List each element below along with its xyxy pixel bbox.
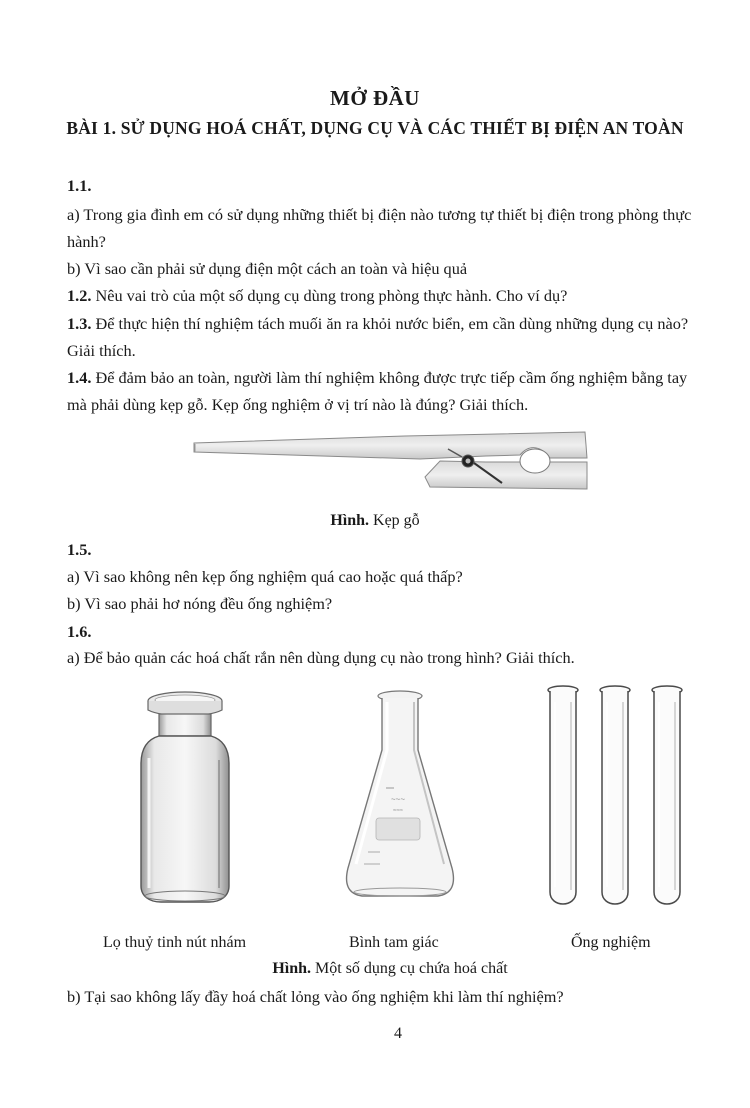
question-1-4-text-line1: Để đảm bảo an toàn, người làm thí nghiệm không được trực tiếp cầm ống nghiệm bằng tay [91,368,688,387]
svg-text:~~~: ~~~ [390,795,406,804]
question-1-6-b: b) Tại sao không lấy đầy hoá chất lỏng vào ống nghiệm khi làm thí nghiệm? [67,987,564,1006]
test-tubes-illustration [540,682,690,918]
question-number-1-5: 1.5. [67,540,92,559]
erlenmeyer-flask-illustration [340,688,460,910]
item-label-bottle: Lọ thuỷ tinh nút nhám [103,934,247,951]
question-1-3-text-line2: Giải thích. [67,341,136,360]
question-1-1-a-line1: a) Trong gia đình em có sử dụng những thiết bị điện nào tương tự thiết bị điện trong phòng thực [67,205,692,224]
figure-1-caption [0,512,750,530]
question-1-4-text-line2: mà phải dùng kẹp gỗ. Kẹp ống nghiệm ở vị trí nào là đúng? Giải thích. [67,395,529,414]
figure-1-caption-text: Kẹp gỗ [369,512,420,529]
figure-2-caption-label: Hình. [272,960,312,977]
wooden-clamp-illustration [190,425,590,497]
item-label-test-tubes: Ống nghiệm [571,934,651,951]
question-number-1-2: 1.2. [67,286,92,305]
question-number-1-1: 1.1. [67,176,92,195]
page-title: MỞ ĐẦU [330,86,420,110]
question-1-1-b: b) Vì sao cần phải sử dụng điện một cách an toàn và hiệu quả [67,259,468,278]
page-number: 4 [394,1025,402,1042]
question-1-4 [67,368,687,388]
question-1-3-text-line1: Để thực hiện thí nghiệm tách muối ăn ra khỏi nước biển, em cần dùng những dụng cụ nào? [91,314,689,333]
question-number-1-4: 1.4. [67,368,92,387]
lesson-title: BÀI 1. SỬ DỤNG HOÁ CHẤT, DỤNG CỤ VÀ CÁC THIẾT BỊ ĐIỆN AN TOÀN [66,118,684,138]
question-1-2 [67,286,567,306]
figure-2-caption [0,960,750,978]
item-label-flask: Bình tam giác [349,934,439,951]
figure-2-caption-text: Một số dụng cụ chứa hoá chất [311,960,508,977]
question-1-5-a: a) Vì sao không nên kẹp ống nghiệm quá cao hoặc quá thấp? [67,567,463,586]
question-1-2-text: Nêu vai trò của một số dụng cụ dùng trong phòng thực hành. Cho ví dụ? [91,286,568,305]
question-1-6-a: a) Để bảo quản các hoá chất rắn nên dùng dụng cụ nào trong hình? Giải thích. [67,648,575,667]
question-1-1-a-line2: hành? [67,232,106,251]
ground-glass-bottle-illustration [135,688,235,908]
question-1-5-b: b) Vì sao phải hơ nóng đều ống nghiệm? [67,594,333,613]
question-1-3 [67,314,688,334]
question-number-1-6: 1.6. [67,622,92,641]
svg-text:≈≈≈: ≈≈≈ [393,808,403,814]
question-number-1-3: 1.3. [67,314,92,333]
figure-1-caption-label: Hình. [330,512,370,529]
